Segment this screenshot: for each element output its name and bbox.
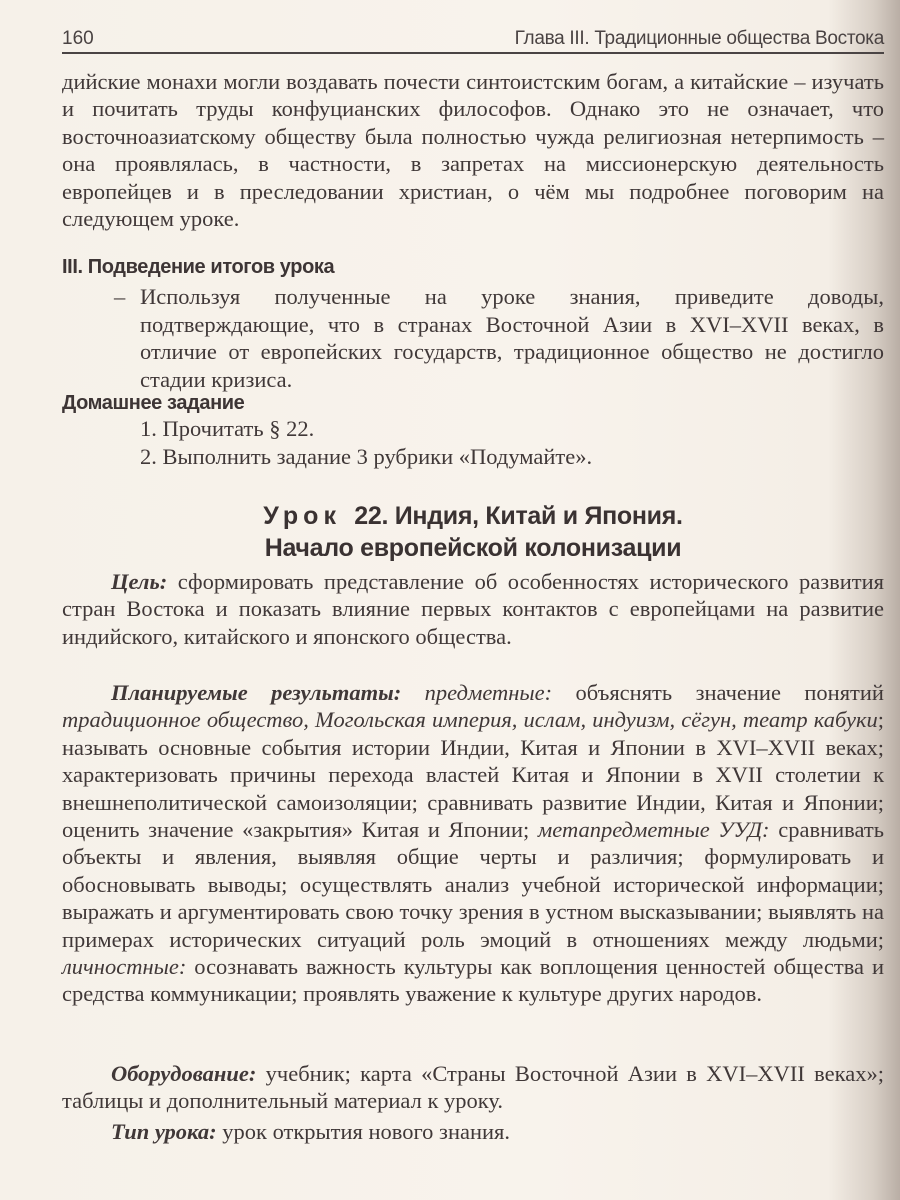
personal-label: личностные:: [62, 954, 187, 980]
chapter-title: Глава III. Традиционные общества Востока: [514, 28, 884, 49]
results-text-2: ; называть основные события истории Индии, Китая и Японии в XVI–XVII веках; характеризовать причины перехода властей Китая и Японии в XVII столетии к внешнеполитической самоизоляции; сравнивать развитие Индии, Китая и Японии; оценить значение «закрытия» Китая и Японии;: [62, 707, 884, 843]
homework-item-1: 1. Прочитать § 22.: [140, 416, 315, 442]
equipment-label: Оборудование:: [111, 1061, 257, 1086]
dash-marker: –: [114, 284, 126, 310]
results-label: Планируемые результаты:: [111, 680, 402, 705]
intro-block: [62, 68, 884, 232]
results-block: [62, 679, 884, 1008]
results-text-3: сравнивать объекты и явления, выявляя общие черты и различия; формулировать и обосновывать выводы; осуществлять анализ учебной исторической информации; выражать и аргументировать свою точку зрения в устном высказывании; выявлять на примерах исторических ситуаций роль эмоций в отношениях между людьми;: [62, 817, 884, 952]
lesson-title: [62, 500, 884, 564]
lesson-subtitle: Начало европейской колонизации: [264, 534, 682, 562]
intro-paragraph: дийские монахи могли воздавать почести синтоистским богам, а китайские – изучать и почитать труды конфуцианских философов. Однако это не означает, что восточноазиатскому обществу была полностью чужда религиозная нетерпимость – она проявлялась, в частности, в запретах на миссионерскую деятельность европейцев и в преследовании христиан, о чём мы подробнее поговорим на следующем уроке.: [62, 69, 884, 232]
lesson-label: Урок: [263, 502, 341, 530]
goal-text: сформировать представление об особенностях исторического развития стран Востока и показать влияние первых контактов с европейцами на развитие индийского, китайского и японского общества.: [62, 569, 884, 649]
homework-item-2: 2. Выполнить задание 3 рубрики «Подумайте».: [140, 443, 593, 469]
summary-section: [62, 254, 884, 393]
results-text-1: объяснять значение понятий: [552, 680, 884, 705]
goal-block: [62, 568, 884, 650]
summary-heading: III. Подведение итогов урока: [62, 256, 335, 278]
page-header: [62, 26, 884, 54]
page-number: 160: [62, 28, 94, 49]
lesson-type-text: урок открытия нового знания.: [216, 1119, 511, 1144]
results-paragraph: [62, 679, 884, 1008]
meta-label: метапредметные УУД:: [537, 817, 770, 843]
equipment-paragraph: [62, 1060, 884, 1115]
goal-paragraph: [62, 568, 884, 650]
lesson-type-paragraph: [62, 1118, 884, 1145]
equipment-text: учебник; карта «Страны Восточной Азии в XVI–XVII веках»; таблицы и дополнительный материал к уроку.: [62, 1061, 884, 1114]
lesson-type-label: Тип урока:: [111, 1119, 217, 1144]
summary-item-text: Используя полученные на уроке знания, приведите доводы, подтверждающие, что в странах Восточной Азии в XVI–XVII веках, в отличие от европейских государств, традиционное общество не достигло стадии кризиса.: [140, 284, 884, 392]
homework-section: [62, 390, 884, 470]
lesson-type-block: [62, 1118, 884, 1145]
terms: традиционное общество, Могольская империя, ислам, индуизм, сёгун, театр кабуки: [62, 707, 878, 733]
summary-item: [62, 283, 884, 393]
goal-label: Цель:: [111, 569, 168, 594]
homework-heading: Домашнее задание: [62, 392, 245, 414]
equipment-block: [62, 1060, 884, 1115]
lesson-number-title: 22. Индия, Китай и Япония.: [354, 502, 683, 530]
results-text-4: осознавать важность культуры как воплощения ценностей общества и средства коммуникации; проявлять уважение к культуре других народов.: [62, 954, 884, 1007]
subject-label: предметные:: [401, 680, 553, 705]
